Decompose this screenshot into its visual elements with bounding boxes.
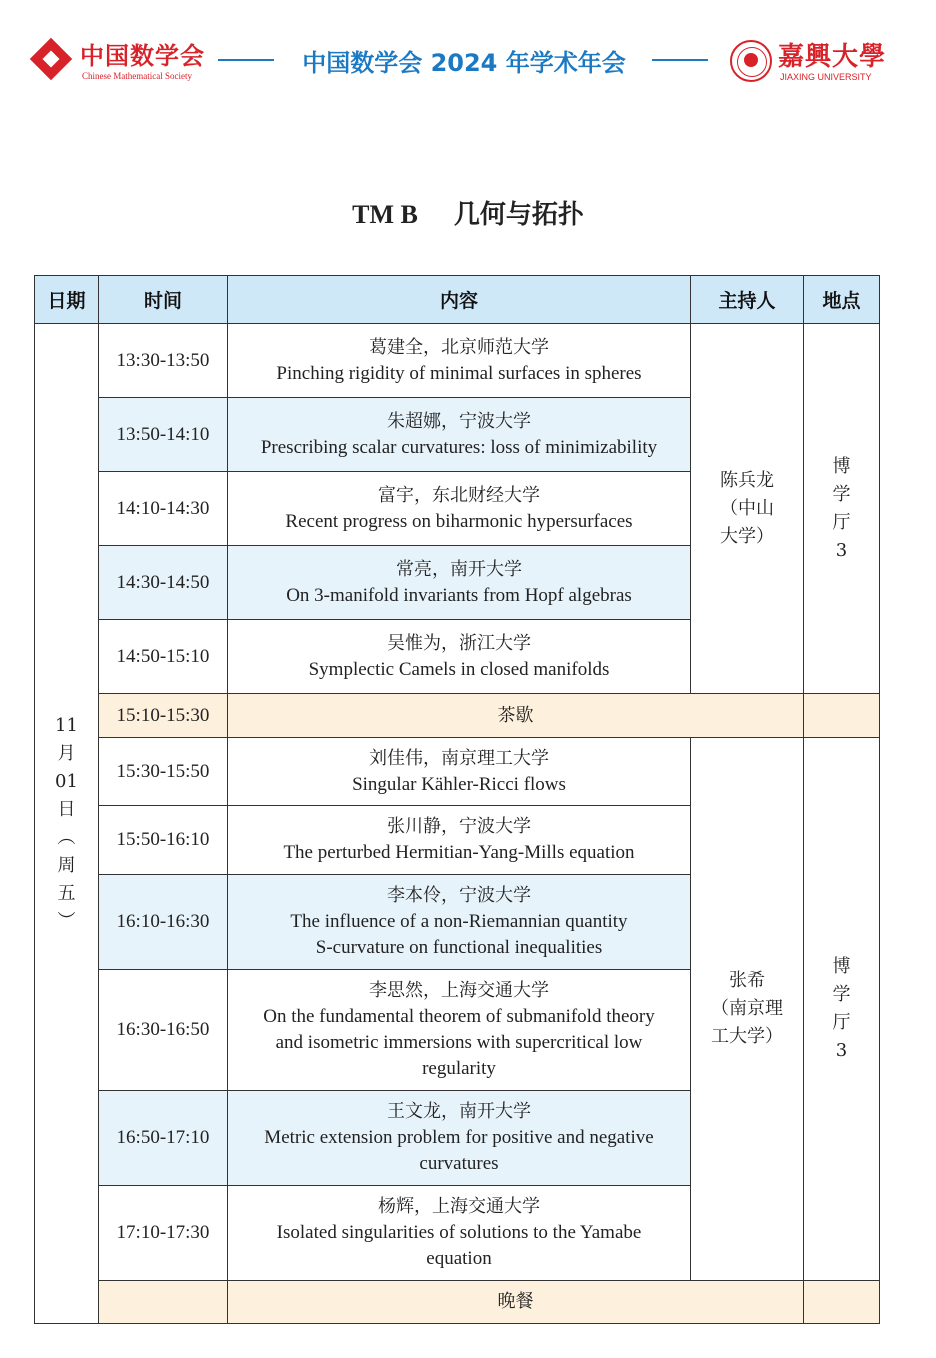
talk-title: On 3-manifold invariants from Hopf algebras: [286, 584, 632, 606]
date-char: 五: [57, 882, 76, 904]
date-char: ︵: [57, 826, 76, 848]
table-header-row: [35, 276, 880, 324]
date-char: 11: [55, 714, 78, 736]
dinner-text: 晚餐: [497, 1291, 534, 1312]
time-cell: 16:50-17:10: [99, 1091, 228, 1186]
talk-title: Symplectic Camels in closed manifolds: [308, 658, 610, 680]
chair-affiliation: （南京理: [711, 998, 783, 1019]
venue-char: 学: [832, 984, 851, 1005]
venue-cell: [804, 324, 880, 694]
header-rule-right: [652, 59, 708, 61]
speaker: 王文龙，南开大学: [387, 1101, 531, 1122]
talk-content: [228, 620, 691, 694]
talk-content: [228, 472, 691, 546]
talk-content: [228, 970, 691, 1091]
section-code: TM B: [352, 200, 418, 229]
date-char: 周: [57, 854, 76, 876]
speaker: 朱超娜，宁波大学: [387, 410, 531, 432]
talk-title-line: S-curvature on functional inequalities: [315, 937, 603, 958]
cms-logo: [30, 36, 205, 86]
tea-break-label: [228, 694, 804, 738]
talk-title: Recent progress on biharmonic hypersurfaces: [285, 510, 633, 532]
time-cell: 15:30-15:50: [99, 738, 228, 806]
jxu-seal-icon: [730, 40, 772, 82]
schedule-table: [34, 275, 880, 1324]
venue-char: 厅: [832, 511, 851, 533]
chair-cell: [691, 324, 804, 694]
time-cell-empty: [99, 1281, 228, 1324]
speaker: 吴惟为，浙江大学: [387, 632, 531, 654]
talk-content: [228, 546, 691, 620]
venue-char: 3: [835, 539, 848, 561]
cms-logo-en: Chinese Mathematical Society: [82, 71, 192, 81]
tea-break-row: [35, 694, 880, 738]
header-content: 内容: [228, 276, 691, 324]
dinner-row: [35, 1281, 880, 1324]
venue-char: 3: [835, 1040, 848, 1061]
venue-cell-empty: [804, 1281, 880, 1324]
header-time: 时间: [99, 276, 228, 324]
speaker: 李本伶，宁波大学: [387, 885, 531, 906]
talk-title: Singular Kähler-Ricci flows: [352, 773, 566, 795]
speaker: 刘佳伟，南京理工大学: [369, 747, 549, 769]
talk-content: [228, 398, 691, 472]
talk-title: Prescribing scalar curvatures: loss of minimizability: [260, 436, 658, 458]
cms-logo-cn: 中国数学会: [80, 41, 205, 70]
chair-affiliation: （中山: [720, 497, 774, 519]
talk-title-line: curvatures: [419, 1153, 499, 1174]
header-date: 日期: [35, 276, 99, 324]
venue-char: 厅: [832, 1012, 851, 1033]
speaker: 杨辉，上海交通大学: [378, 1196, 540, 1217]
venue-char: 学: [832, 483, 851, 505]
venue-char: 博: [832, 455, 851, 477]
header-venue: 地点: [804, 276, 880, 324]
speaker: 常亮，南开大学: [396, 558, 522, 580]
time-cell: 15:10-15:30: [99, 694, 228, 738]
time-cell: 14:50-15:10: [99, 620, 228, 694]
page-title: [0, 194, 936, 231]
talk-title: The perturbed Hermitian-Yang-Mills equation: [283, 842, 635, 863]
chair-name: 张希: [729, 970, 765, 991]
header-rule-left: [218, 59, 274, 61]
speaker: 富宇，东北财经大学: [378, 484, 540, 506]
date-char: 日: [57, 798, 76, 820]
dinner-label: [228, 1281, 804, 1324]
talk-content: [228, 806, 691, 875]
chair-name: 陈兵龙: [720, 469, 774, 491]
date-char: ︶: [57, 910, 76, 932]
conference-title: 中国数学会 2024 年学术年会: [302, 49, 626, 77]
time-cell: 15:50-16:10: [99, 806, 228, 875]
header-chair: 主持人: [691, 276, 804, 324]
talk-title-line: equation: [426, 1248, 492, 1269]
talk-content: [228, 324, 691, 398]
chair-affiliation: 工大学）: [711, 1026, 783, 1047]
cms-emblem-icon: [30, 38, 72, 80]
chair-affiliation: 大学）: [720, 525, 774, 547]
chair-cell: [691, 738, 804, 1281]
talk-title: Pinching rigidity of minimal surfaces in spheres: [276, 362, 642, 384]
date-char: 月: [57, 742, 76, 764]
talk-content: [228, 1091, 691, 1186]
talk-title-line: regularity: [422, 1058, 496, 1079]
jxu-logo-en: JIAXING UNIVERSITY: [780, 72, 872, 82]
time-cell: 16:10-16:30: [99, 875, 228, 970]
speaker: 葛建全，北京师范大学: [369, 336, 549, 358]
tea-break-text: 茶歇: [497, 704, 534, 726]
time-cell: 13:50-14:10: [99, 398, 228, 472]
table-row: [35, 738, 880, 806]
page-header: [0, 34, 936, 90]
talk-content: [228, 1186, 691, 1281]
talk-title-line: Isolated singularities of solutions to the Yamabe: [276, 1222, 642, 1243]
time-cell: 16:30-16:50: [99, 970, 228, 1091]
time-cell: 14:30-14:50: [99, 546, 228, 620]
venue-cell: [804, 738, 880, 1281]
speaker: 李思然，上海交通大学: [369, 980, 549, 1001]
time-cell: 13:30-13:50: [99, 324, 228, 398]
jxu-logo-cn: 嘉興大學: [778, 42, 887, 72]
talk-title-line: On the fundamental theorem of submanifold theory: [263, 1006, 655, 1027]
talk-title-line: The influence of a non-Riemannian quantity: [290, 911, 628, 932]
time-cell: 17:10-17:30: [99, 1186, 228, 1281]
table-row: [35, 324, 880, 398]
time-cell: 14:10-14:30: [99, 472, 228, 546]
talk-content: [228, 738, 691, 806]
jxu-logo: [728, 36, 888, 86]
talk-title-line: Metric extension problem for positive and negative: [264, 1127, 654, 1148]
date-char: 01: [55, 770, 78, 792]
speaker: 张川静，宁波大学: [387, 816, 531, 837]
date-cell: [35, 324, 99, 1324]
venue-cell-empty: [804, 694, 880, 738]
talk-title-line: and isometric immersions with supercritical low: [275, 1032, 643, 1053]
section-name: 几何与拓扑: [453, 200, 584, 230]
talk-content: [228, 875, 691, 970]
venue-char: 博: [832, 956, 851, 977]
